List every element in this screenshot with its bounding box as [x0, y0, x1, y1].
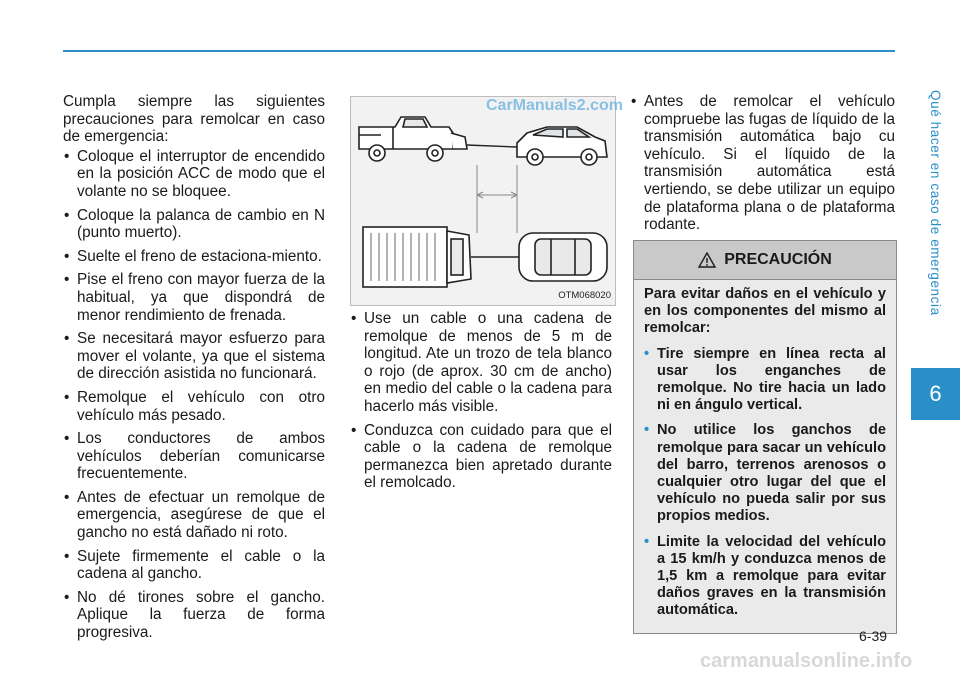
section-title: Qué hacer en caso de emergencia [928, 90, 943, 316]
list-item: • Antes de remolcar el vehículo compruebe las fugas de líquido de la transmisión automática bajo cu vehículo. Si el líquido de la transmisión automática está vertiendo, se debe utilizar un equipo de plataforma plana o de plataforma rodante. [630, 93, 895, 234]
cable-list [350, 310, 612, 492]
list-item: • Tire siempre en línea recta al usar los enganches de remolque. No tire hacia un lado ni en ángulo vertical. [644, 346, 886, 415]
caution-intro: Para evitar daños en el vehículo y en los componentes del mismo al remolcar: [644, 286, 886, 337]
list-item: • Use un cable o una cadena de remolque de menos de 5 m de longitud. Ate un trozo de tela blanco o rojo (de aprox. 30 cm de ancho) en medio del cable o la cadena para hacerlo más visible. [350, 310, 612, 416]
towing-diagram [351, 97, 615, 305]
column-left [63, 93, 325, 648]
precautions-list [63, 148, 325, 642]
list-item: • No dé tirones sobre el gancho. Aplique la fuerza de forma progresiva. [63, 589, 325, 642]
towed-car-side [517, 127, 607, 165]
caution-body [634, 280, 896, 620]
tow-cable-side [467, 145, 517, 147]
list-item: • Antes de efectuar un remolque de emergencia, asegúrese de que el gancho no está dañado ni roto. [63, 489, 325, 542]
site-watermark: carmanualsonline.info [700, 650, 913, 672]
list-item: • Sujete firmemente el cable o la cadena al gancho. [63, 548, 325, 583]
tow-truck-side [359, 117, 467, 161]
list-item: • No utilice los ganchos de remolque para sacar un vehículo del barro, terrenos arenosos o cualquier otro lugar del que el vehículo no pueda salir por sus propios medios. [644, 422, 886, 525]
column-middle [350, 310, 612, 498]
caution-list [644, 346, 886, 620]
towing-illustration [350, 96, 623, 306]
list-item: • Se necesitará mayor esfuerzo para mover el volante, ya que el sistema de dirección asistida no funcionará. [63, 330, 325, 383]
figure-code: OTM068020 [558, 290, 611, 301]
watermark-text: CarManuals2.com [486, 97, 623, 114]
list-item: • Pise el freno con mayor fuerza de la habitual, ya que dispondrá de menor rendimiento de frenada. [63, 271, 325, 324]
caution-box [633, 240, 897, 634]
list-item: • Coloque la palanca de cambio en N (punto muerto). [63, 207, 325, 242]
list-item: • Los conductores de ambos vehículos deberían comunicarse frecuentemente. [63, 430, 325, 483]
tow-truck-top [363, 227, 471, 287]
caution-header [634, 241, 896, 280]
list-item: • Conduzca con cuidado para que el cable o la cadena de remolque permanezca bien apretado durante el remolcado. [350, 422, 612, 492]
page-number: 6-39 [859, 628, 888, 644]
transmission-list [630, 93, 895, 234]
chapter-tab: 6 [911, 368, 960, 420]
warning-triangle-icon [698, 252, 716, 268]
intro-text: Cumpla siempre las siguientes precauciones para remolcar en caso de emergencia: [63, 93, 325, 146]
list-item: • Limite la velocidad del vehículo a 15 km/h y conduzca menos de 1,5 km a remolque para evitar daños graves en la transmisión automática. [644, 534, 886, 620]
list-item: • Suelte el freno de estaciona-miento. [63, 248, 325, 266]
column-right [630, 93, 895, 240]
distance-guides [477, 165, 517, 233]
header-rule [63, 50, 895, 52]
list-item: • Coloque el interruptor de encendido en la posición ACC de modo que el volante no se bloquee. [63, 148, 325, 201]
towed-car-top [519, 233, 607, 281]
list-item: • Remolque el vehículo con otro vehículo más pesado. [63, 389, 325, 424]
caution-title: PRECAUCIÓN [724, 251, 832, 268]
